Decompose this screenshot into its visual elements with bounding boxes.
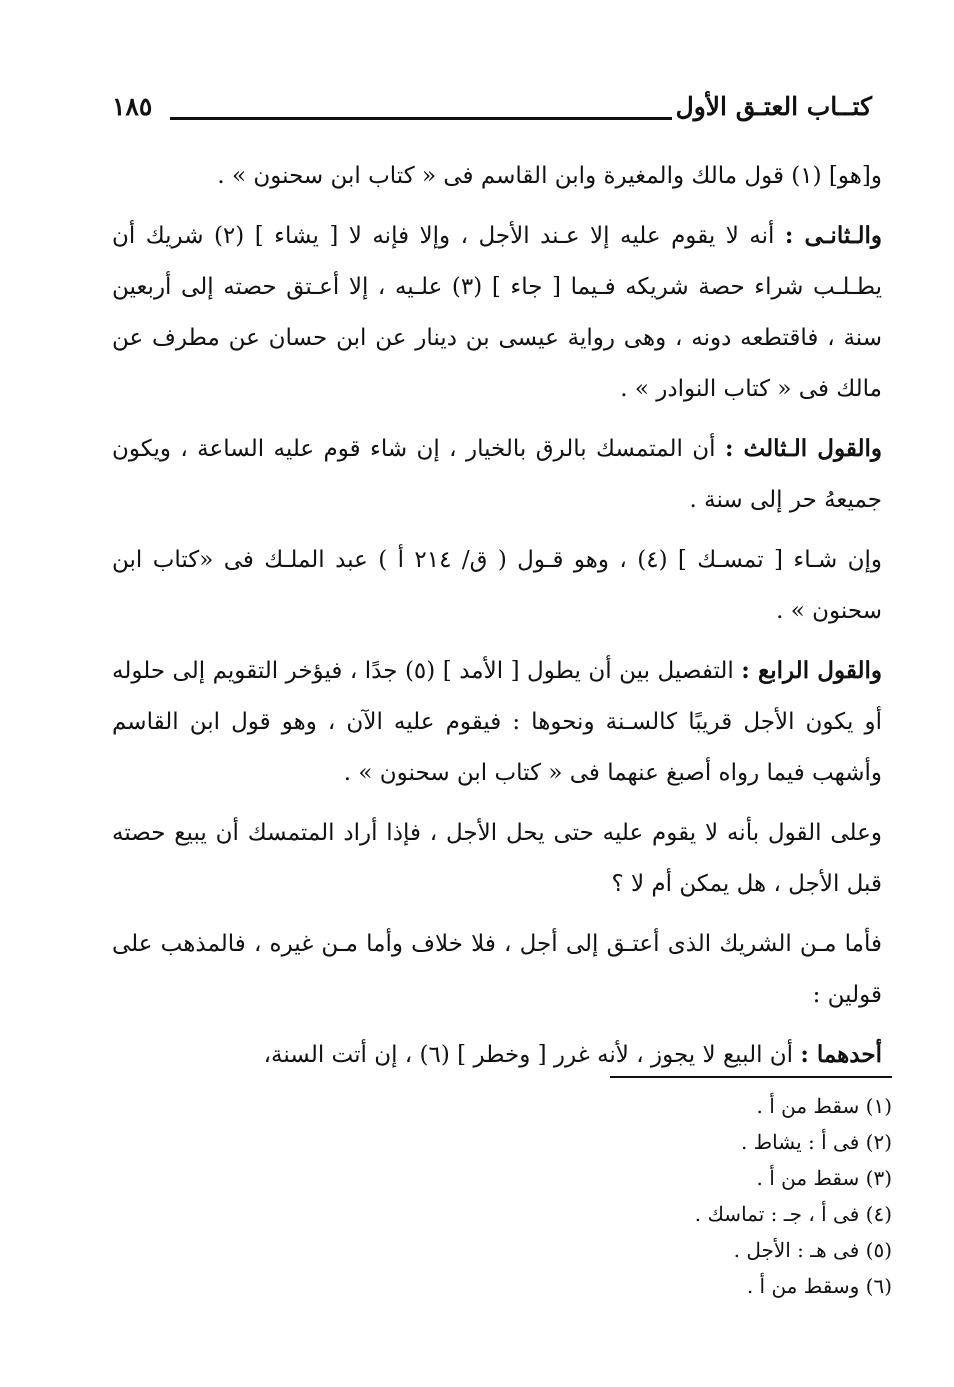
running-title: كتــاب العتـق الأول bbox=[675, 92, 872, 121]
paragraph-6 bbox=[112, 807, 882, 910]
paragraph-text: التفصيل بين أن يطول [ الأمد ] (٥) جدًا ، فيؤخر التقويم إلى حلوله أو يكون الأجل قريبًا كالسـنة ونحوها : فيقوم عليه الآن ، وهو قول ابن القاسم وأشهب فيما رواه أصبغ عنهما فى « كتاب ابن سحنون » . bbox=[112, 658, 882, 786]
paragraph-2 bbox=[112, 210, 882, 415]
paragraph-4 bbox=[112, 534, 882, 637]
paragraph-lead: أحدهما : bbox=[800, 1041, 882, 1068]
paragraph-text: أن المتمسك بالرق بالخيار ، إن شاء قوم عليه الساعة ، ويكون جميعهُ حر إلى سنة . bbox=[112, 436, 882, 513]
header-rule bbox=[170, 117, 672, 120]
paragraph-7 bbox=[112, 918, 882, 1021]
paragraph-3 bbox=[112, 423, 882, 526]
page-number: ١٨٥ bbox=[112, 92, 153, 121]
paragraph-text: أنه لا يقوم عليه إلا عـند الأجل ، وإلا فإنه لا [ يشاء ] (٢) شريك أن يطـلـب شراء حصة شريكه فـيما [ جاء ] (٣) علـيه ، إلا أعـتق حصته إلى أربعين سنة ، فاقتطعه دونه ، وهى رواية عيسى بن دينار عن ابن حسان عن مطرف عن مالك فى « كتاب النوادر » . bbox=[112, 223, 882, 402]
paragraph-text: أن البيع لا يجوز ، لأنه غرر [ وخطر ] (٦) ، إن أتت السنة، bbox=[263, 1042, 801, 1068]
footnote-2: (٢) فى أ : يشاط . bbox=[740, 1130, 892, 1154]
footnote-6: (٦) وسقط من أ . bbox=[746, 1274, 892, 1298]
paragraph-8 bbox=[112, 1029, 882, 1081]
paragraph-lead: والـثانـى : bbox=[784, 222, 883, 249]
footnotes bbox=[592, 1088, 892, 1304]
paragraph-lead: والقول الـثالث : bbox=[724, 435, 883, 462]
paragraph-text: فأما مـن الشريك الذى أعتـق إلى أجل ، فلا خلاف وأما مـن غيره ، فالمذهب على قولين : bbox=[112, 931, 882, 1008]
footnote-3: (٣) سقط من أ . bbox=[756, 1166, 892, 1190]
footnote-4: (٤) فى أ ، جـ : تماسك . bbox=[694, 1202, 892, 1226]
footnote-separator bbox=[610, 1076, 892, 1078]
paragraph-lead: والقول الرابع : bbox=[741, 657, 882, 684]
main-text bbox=[112, 150, 882, 1089]
paragraph-text: وإن شـاء [ تمسـك ] (٤) ، وهو قـول ( ق/ ٢١٤ أ ) عبد الملـك فى «كتاب ابن سحنون » . bbox=[112, 547, 882, 624]
footnote-5: (٥) فى هـ : الأجل . bbox=[733, 1238, 892, 1262]
paragraph-1 bbox=[112, 150, 882, 202]
paragraph-text: و[هو] (١) قول مالك والمغيرة وابن القاسم فى « كتاب ابن سحنون » . bbox=[217, 163, 882, 189]
running-header bbox=[112, 92, 872, 132]
footnote-1: (١) سقط من أ . bbox=[756, 1094, 892, 1118]
paragraph-text: وعلى القول بأنه لا يقوم عليه حتى يحل الأجل ، فإذا أراد المتمسك أن يبيع حصته قبل الأجل ، هل يمكن أم لا ؟ bbox=[112, 820, 882, 897]
paragraph-5 bbox=[112, 645, 882, 799]
